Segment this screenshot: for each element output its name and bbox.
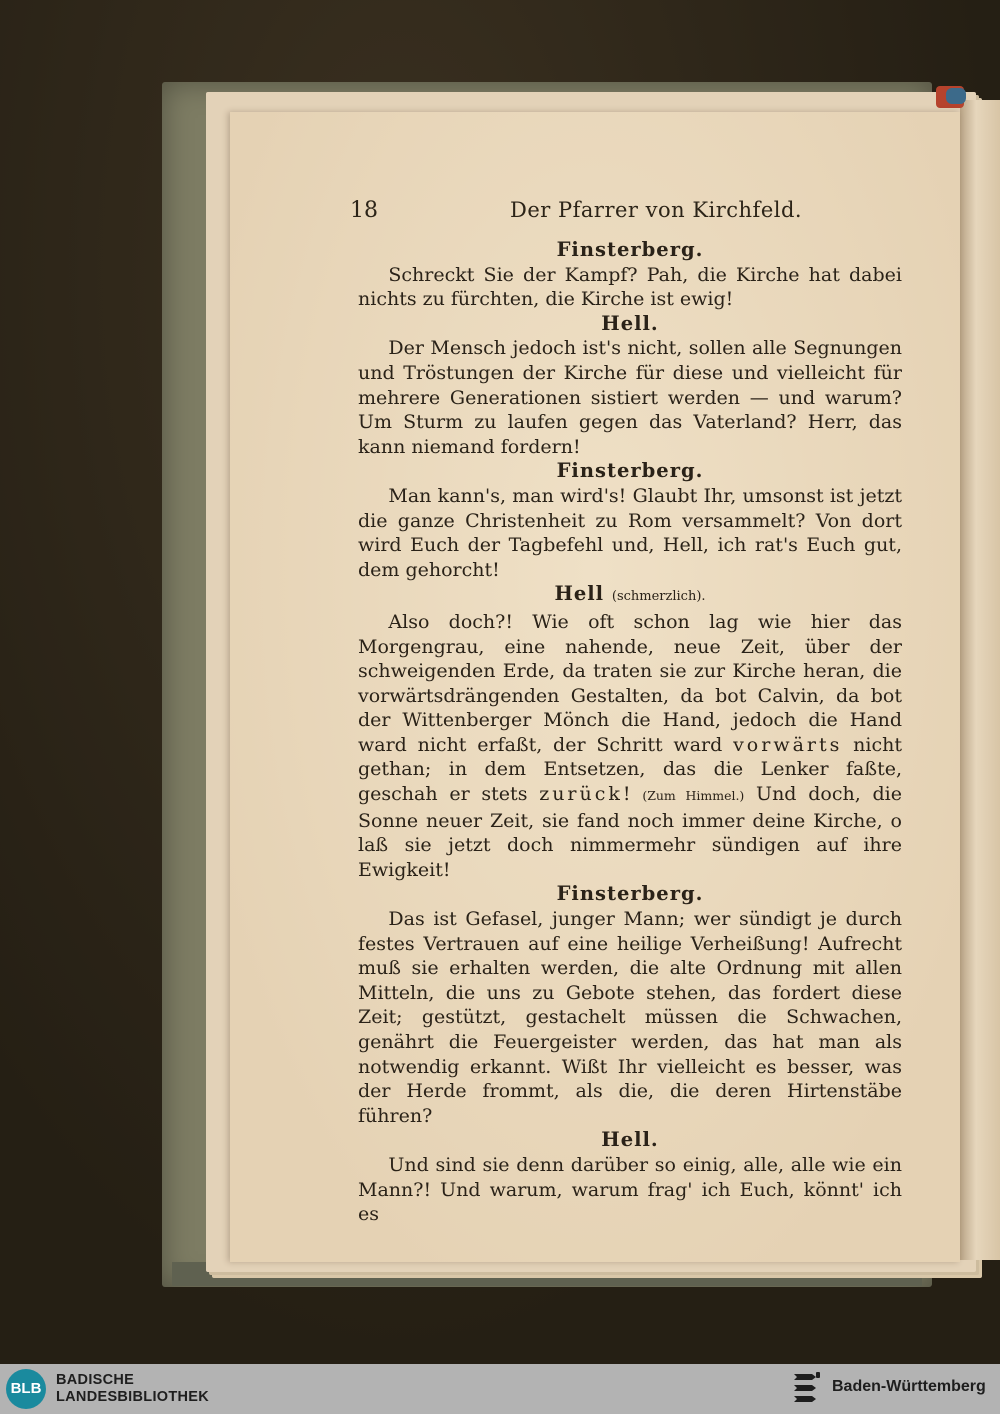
dialogue-paragraph: Der Mensch jedoch ist's nicht, sollen alle Segnungen und Tröstungen der Kirche für diese und vielleicht für mehrere Generationen sistiert werden — und warum? Um Sturm zu laufen gegen das Vaterland? Herr, das kann niemand fordern! [358,337,902,458]
text-run: Und doch, die Sonne neuer Zeit, sie fand noch immer deine Kirche, o laß sie jetzt doch nimmermehr sündigen auf ihre Ewigkeit! [358,783,902,881]
running-head-title: Der Pfarrer von Kirchfeld. [510,198,803,222]
speaker-label: Finsterberg. [556,882,704,906]
stage-direction: (schmerzlich). [611,589,706,605]
library-footer-bar [0,1364,1000,1414]
text-run: ! [622,783,643,806]
blb-logo[interactable]: BLB [6,1369,46,1409]
page-text [358,238,902,1227]
page-number: 18 [350,198,378,223]
speaker-label: Hell. [601,1128,659,1152]
speaker-label: Finsterberg. [556,459,704,483]
dialogue-paragraph: Man kann's, man wird's! Glaubt Ihr, umsonst ist jetzt die ganze Christenheit zu Rom versammelt? Von dort wird Euch der Tagbefehl und, Hell, ich rat's Euch gut, dem gehorcht! [358,484,902,581]
spaced-emphasis: vorwärts [733,733,843,756]
stage-direction: (Zum Himmel.) [642,788,745,804]
spaced-emphasis: zurück [539,783,623,806]
bookmark-ribbon-2 [946,88,966,104]
dialogue-paragraph: Schreckt Sie der Kampf? Pah, die Kirche hat dabei nichts zu fürchten, die Kirche ist ewig! [358,263,902,311]
speaker-label: Finsterberg. [556,238,704,261]
library-name: BADISCHE LANDESBIBLIOTHEK [56,1372,210,1405]
facing-page-edge [960,100,1000,1260]
dialogue-paragraph: Das ist Gefasel, junger Mann; wer sündigt je durch festes Vertrauen auf eine heilige Verheißung! Aufrecht muß sie erhalten werden, die alte Ordnung mit allen Mitteln, die uns zu Gebote stehen, das fordert diese Zeit; gestützt, gestachelt müssen die Schwachen, genährt die Feuergeister werden, das hat man als notwendig erkannt. Wißt Ihr vielleicht es besser, was der Herde frommt, als die, die deren Hirtenstäbe führen? [358,908,902,1127]
speaker-label: Hell (schmerzlich). [554,582,706,606]
running-header [350,198,910,228]
dialogue-paragraph [358,610,902,883]
state-name[interactable]: Baden-Württemberg [832,1378,986,1395]
speaker-label: Hell. [601,311,659,335]
baden-wuerttemberg-lions-icon[interactable] [790,1370,822,1408]
text-run: nicht gethan; in dem Entsetzen, das die Lenker faßte, geschah er stets [358,733,902,806]
text-run: Also doch?! Wie oft schon lag wie hier das Morgengrau, eine nahende, neue Zeit, über der schweigenden Erde, da traten sie zur Kirche heran, die vorwärtsdrängenden Gestalten, da bot Calvin, da bot der Wittenberger Mönch die Hand, jedoch die Hand ward nicht erfaßt, der Schritt ward [358,610,902,756]
dialogue-paragraph: Und sind sie denn darüber so einig, alle, alle wie ein Mann?! Und warum, warum frag' ich Euch, könnt' ich es [358,1153,902,1226]
